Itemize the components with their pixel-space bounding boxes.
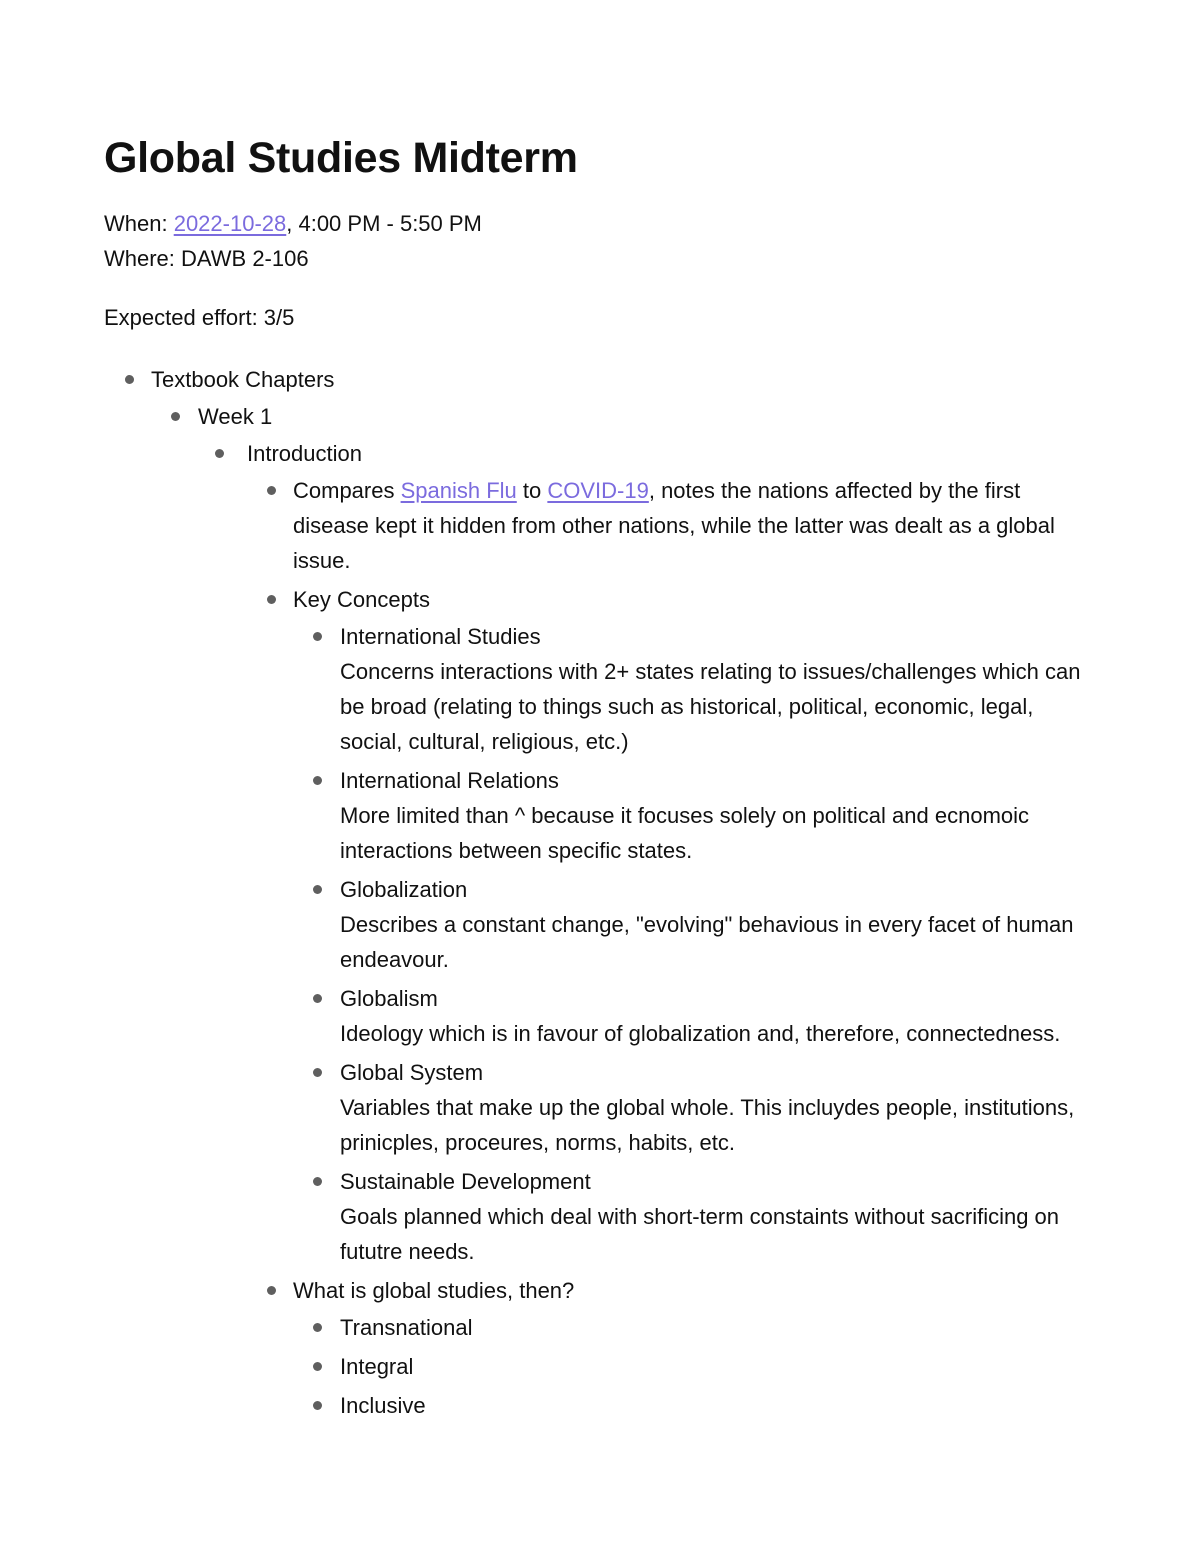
compares-text xyxy=(293,473,1063,578)
bullet-icon xyxy=(267,1286,276,1295)
concept-item xyxy=(293,981,1090,1051)
bullet-icon xyxy=(313,1323,322,1332)
concept-term: International Studies xyxy=(340,624,541,649)
bullet-icon xyxy=(313,632,322,641)
list-item-what-is xyxy=(247,1273,1094,1423)
concept-term: International Relations xyxy=(340,768,559,793)
time-range: , 4:00 PM - 5:50 PM xyxy=(286,211,482,236)
bullet-icon xyxy=(313,776,322,785)
concept-item xyxy=(293,1164,1090,1269)
concept-item xyxy=(293,763,1090,868)
list-item-label: Week 1 xyxy=(198,404,273,429)
bullet-icon xyxy=(215,449,224,458)
list-item-label: Textbook Chapters xyxy=(151,367,335,392)
list-item-label: What is global studies, then? xyxy=(293,1278,575,1303)
list-item-label: Key Concepts xyxy=(293,587,430,612)
bullet-icon xyxy=(313,1177,322,1186)
concept-item xyxy=(293,619,1090,759)
covid-19-link[interactable]: COVID-19 xyxy=(547,478,649,503)
bullet-icon xyxy=(267,486,276,495)
list-item-textbook xyxy=(104,362,1094,1423)
list-item-week1 xyxy=(151,399,1094,1423)
bullet-icon xyxy=(125,375,134,384)
page-title: Global Studies Midterm xyxy=(104,134,578,182)
when-line xyxy=(104,206,1094,241)
expected-effort: Expected effort: 3/5 xyxy=(104,305,295,330)
bullet-icon xyxy=(313,1401,322,1410)
concept-description: Concerns interactions with 2+ states relating to issues/challenges which can be broad (relating to things such as historical, political, economic, legal, social, cultural, religious, etc.) xyxy=(340,659,1081,754)
concept-description: Variables that make up the global whole. This incluydes people, institutions, prinicples, proceures, norms, habits, etc. xyxy=(340,1095,1075,1155)
concept-description: Goals planned which deal with short-term constaints without sacrificing on fututre needs. xyxy=(340,1204,1060,1264)
list-item-label: Introduction xyxy=(247,441,362,466)
list-item-compares xyxy=(247,473,1063,578)
concept-description: More limited than ^ because it focuses solely on political and ecnomoic interactions between specific states. xyxy=(340,803,1030,863)
compares-prefix: Compares xyxy=(293,478,401,503)
concept-term: Globalism xyxy=(340,986,438,1011)
bullet-icon xyxy=(313,1068,322,1077)
concept-term: Globalization xyxy=(340,877,468,902)
list-item-key-concepts xyxy=(247,582,1094,1269)
quality-label: Transnational xyxy=(340,1315,473,1340)
outline-list xyxy=(104,362,1094,1423)
compares-suffix: , notes the nations affected by the first disease kept it hidden from other nations, while the latter was dealt as a global issue. xyxy=(293,478,1055,573)
bullet-icon xyxy=(171,412,180,421)
compares-middle: to xyxy=(516,478,548,503)
concept-term: Global System xyxy=(340,1060,484,1085)
bullet-icon xyxy=(313,994,322,1003)
quality-item xyxy=(293,1349,1094,1384)
concept-item xyxy=(293,872,1090,977)
note-page xyxy=(104,128,1094,1423)
when-label: When: xyxy=(104,211,174,236)
concept-description: Ideology which is in favour of globalization and, therefore, connectedness. xyxy=(340,1021,1061,1046)
date-link[interactable]: 2022-10-28 xyxy=(173,211,287,236)
quality-label: Integral xyxy=(340,1354,414,1379)
bullet-icon xyxy=(313,885,322,894)
event-meta xyxy=(104,206,1094,276)
bullet-icon xyxy=(313,1362,322,1371)
bullet-icon xyxy=(267,595,276,604)
concept-term: Sustainable Development xyxy=(340,1169,591,1194)
where-line: Where: DAWB 2-106 xyxy=(104,246,309,271)
quality-label: Inclusive xyxy=(340,1393,426,1418)
concept-description: Describes a constant change, "evolving" behavious in every facet of human endeavour. xyxy=(340,912,1074,972)
quality-item xyxy=(293,1388,1094,1423)
list-item-introduction xyxy=(198,436,1094,1423)
spanish-flu-link[interactable]: Spanish Flu xyxy=(400,478,517,503)
concept-item xyxy=(293,1055,1090,1160)
quality-item xyxy=(293,1310,1094,1345)
